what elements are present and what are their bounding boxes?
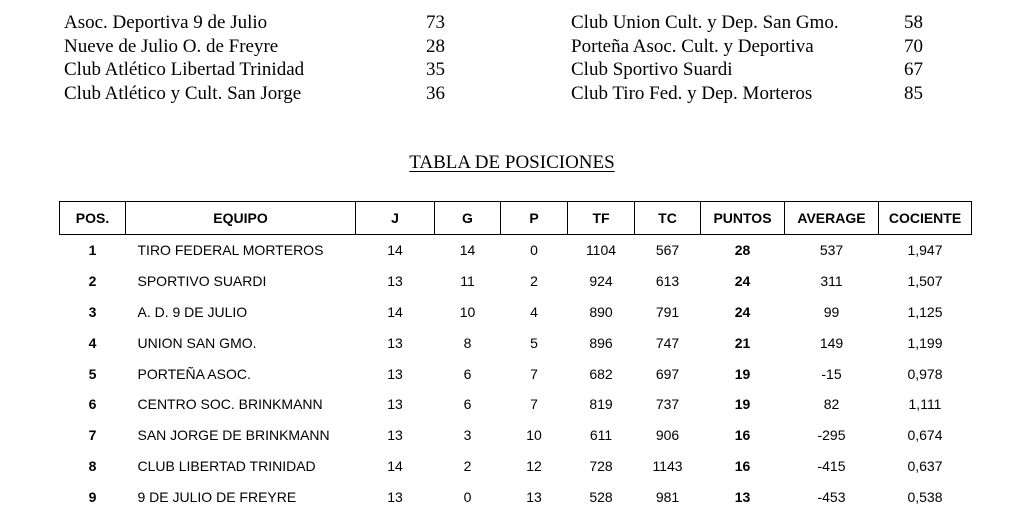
club-list-left [64, 11, 464, 105]
cell-puntos: 21 [734, 334, 751, 351]
table-row [60, 481, 972, 512]
club-name: Asoc. Deportiva 9 de Julio [64, 12, 268, 33]
cell-tf: 1104 [585, 242, 617, 259]
cell-cociente: 1,111 [908, 396, 942, 413]
cell-tc: 791 [655, 303, 680, 320]
standings-title [0, 152, 1024, 174]
header-pos: POS. [60, 202, 126, 235]
cell-tf: 528 [589, 488, 613, 505]
cell-pos: 5 [88, 365, 97, 382]
club-name: Club Tiro Fed. y Dep. Morteros [571, 82, 813, 104]
cell-cociente: 0,637 [907, 457, 943, 474]
club-row [64, 35, 464, 59]
cell-tf: 682 [589, 365, 613, 382]
club-row [571, 58, 951, 82]
cell-tf: 924 [589, 273, 613, 290]
cell-average: -453 [817, 488, 846, 505]
table-row [60, 235, 972, 266]
header-average: AVERAGE [785, 202, 879, 235]
cell-tc: 613 [655, 273, 680, 290]
club-name: Porteña Asoc. Cult. y Deportiva [571, 35, 814, 57]
standings-title-text: TABLA DE POSICIONES [409, 152, 615, 173]
cell-j: 14 [387, 303, 403, 320]
cell-g: 3 [463, 427, 472, 444]
cell-p: 12 [526, 457, 542, 474]
header-tc: TC [635, 202, 701, 235]
club-name: Club Atlético Libertad Trinidad [64, 59, 305, 80]
cell-pos: 1 [88, 242, 97, 259]
cell-cociente: 1,507 [907, 273, 943, 290]
header-j: J [356, 202, 435, 235]
standings-body [60, 235, 972, 513]
header-p: P [501, 202, 568, 235]
cell-j: 13 [387, 396, 403, 413]
club-row [571, 11, 951, 35]
cell-tf: 896 [589, 334, 613, 351]
club-name: Club Atlético y Cult. San Jorge [64, 82, 302, 104]
cell-cociente: 1,125 [907, 303, 943, 320]
cell-pos: 4 [88, 334, 97, 351]
standings-header-row [60, 202, 972, 235]
cell-p: 5 [530, 334, 538, 351]
cell-puntos: 19 [734, 396, 751, 413]
cell-equipo: PORTEÑA ASOC. [137, 365, 251, 382]
cell-puntos: 28 [734, 242, 751, 259]
cell-puntos: 24 [734, 273, 751, 290]
cell-g: 10 [459, 303, 476, 320]
cell-equipo: A. D. 9 DE JULIO [137, 303, 248, 320]
club-value: 67 [904, 59, 923, 80]
cell-g: 11 [460, 273, 475, 290]
cell-g: 6 [463, 365, 472, 382]
cell-cociente: 0,674 [907, 427, 943, 444]
cell-tc: 747 [655, 334, 680, 351]
cell-g: 6 [463, 396, 472, 413]
cell-pos: 8 [88, 457, 97, 474]
cell-p: 7 [530, 396, 538, 413]
cell-equipo: TIRO FEDERAL MORTEROS [137, 242, 324, 259]
cell-p: 7 [530, 365, 538, 382]
table-row [60, 358, 972, 389]
header-puntos: PUNTOS [701, 202, 785, 235]
table-row [60, 266, 972, 297]
cell-j: 13 [387, 427, 403, 444]
cell-tc: 737 [655, 396, 680, 413]
cell-equipo: 9 DE JULIO DE FREYRE [137, 488, 297, 505]
cell-j: 13 [387, 365, 403, 382]
header-g: G [435, 202, 501, 235]
cell-pos: 7 [88, 427, 97, 444]
cell-equipo: CENTRO SOC. BRINKMANN [137, 396, 323, 413]
club-name: Nueve de Julio O. de Freyre [64, 35, 279, 57]
table-row [60, 451, 972, 482]
cell-p: 4 [530, 303, 538, 320]
cell-cociente: 0,538 [907, 488, 943, 505]
standings-table [59, 201, 972, 512]
cell-j: 13 [387, 334, 403, 351]
cell-p: 10 [526, 427, 542, 444]
club-row [571, 35, 951, 59]
cell-average: 311 [820, 273, 843, 290]
club-value: 35 [426, 59, 445, 80]
cell-j: 13 [387, 273, 403, 290]
cell-j: 13 [387, 488, 403, 505]
club-name: Club Sportivo Suardi [571, 59, 733, 80]
cell-tc: 981 [655, 488, 680, 505]
cell-pos: 3 [88, 303, 97, 320]
cell-pos: 9 [88, 488, 97, 505]
cell-p: 13 [526, 488, 542, 505]
club-value: 58 [904, 12, 923, 33]
cell-g: 14 [459, 242, 476, 259]
header-tf: TF [568, 202, 635, 235]
cell-average: 149 [819, 334, 844, 351]
cell-puntos: 24 [734, 303, 751, 320]
club-value: 28 [426, 35, 445, 57]
cell-average: -15 [821, 365, 842, 382]
club-value: 73 [426, 12, 445, 33]
club-value: 70 [904, 35, 923, 57]
cell-tf: 819 [589, 396, 613, 413]
cell-tf: 728 [589, 457, 613, 474]
cell-equipo: UNION SAN GMO. [137, 334, 257, 351]
club-value: 36 [426, 82, 445, 104]
cell-equipo: CLUB LIBERTAD TRINIDAD [137, 457, 316, 474]
table-row [60, 297, 972, 328]
club-row [64, 58, 464, 82]
cell-tc: 697 [655, 365, 680, 382]
cell-tc: 1143 [652, 457, 683, 474]
cell-cociente: 1,947 [907, 242, 943, 259]
cell-average: 99 [823, 303, 840, 320]
cell-g: 0 [463, 488, 472, 505]
club-list-right [571, 11, 951, 105]
club-value: 85 [904, 82, 923, 104]
cell-p: 2 [530, 273, 538, 290]
cell-puntos: 13 [734, 488, 751, 505]
cell-average: 537 [819, 242, 844, 259]
club-row [64, 11, 464, 35]
cell-p: 0 [530, 242, 538, 259]
club-row [571, 82, 951, 106]
cell-cociente: 0,978 [907, 365, 943, 382]
cell-equipo: SAN JORGE DE BRINKMANN [137, 427, 330, 444]
cell-tf: 611 [589, 427, 613, 444]
table-row [60, 420, 972, 451]
cell-average: -415 [817, 457, 846, 474]
table-row [60, 327, 972, 358]
cell-puntos: 16 [734, 457, 751, 474]
cell-puntos: 19 [734, 365, 751, 382]
cell-cociente: 1,199 [907, 334, 943, 351]
table-row [60, 389, 972, 420]
club-name: Club Union Cult. y Dep. San Gmo. [571, 12, 839, 33]
cell-pos: 2 [88, 273, 97, 290]
cell-j: 14 [387, 242, 403, 259]
cell-g: 8 [463, 334, 472, 351]
cell-tc: 906 [655, 427, 680, 444]
cell-g: 2 [463, 457, 472, 474]
header-cociente: COCIENTE [879, 202, 972, 235]
club-row [64, 82, 464, 106]
cell-equipo: SPORTIVO SUARDI [137, 273, 267, 290]
cell-pos: 6 [88, 396, 97, 413]
cell-tc: 567 [655, 242, 680, 259]
cell-average: -295 [817, 427, 846, 444]
cell-tf: 890 [589, 303, 613, 320]
cell-puntos: 16 [734, 427, 751, 444]
cell-average: 82 [823, 396, 840, 413]
cell-j: 14 [387, 457, 403, 474]
header-equipo: EQUIPO [126, 202, 356, 235]
